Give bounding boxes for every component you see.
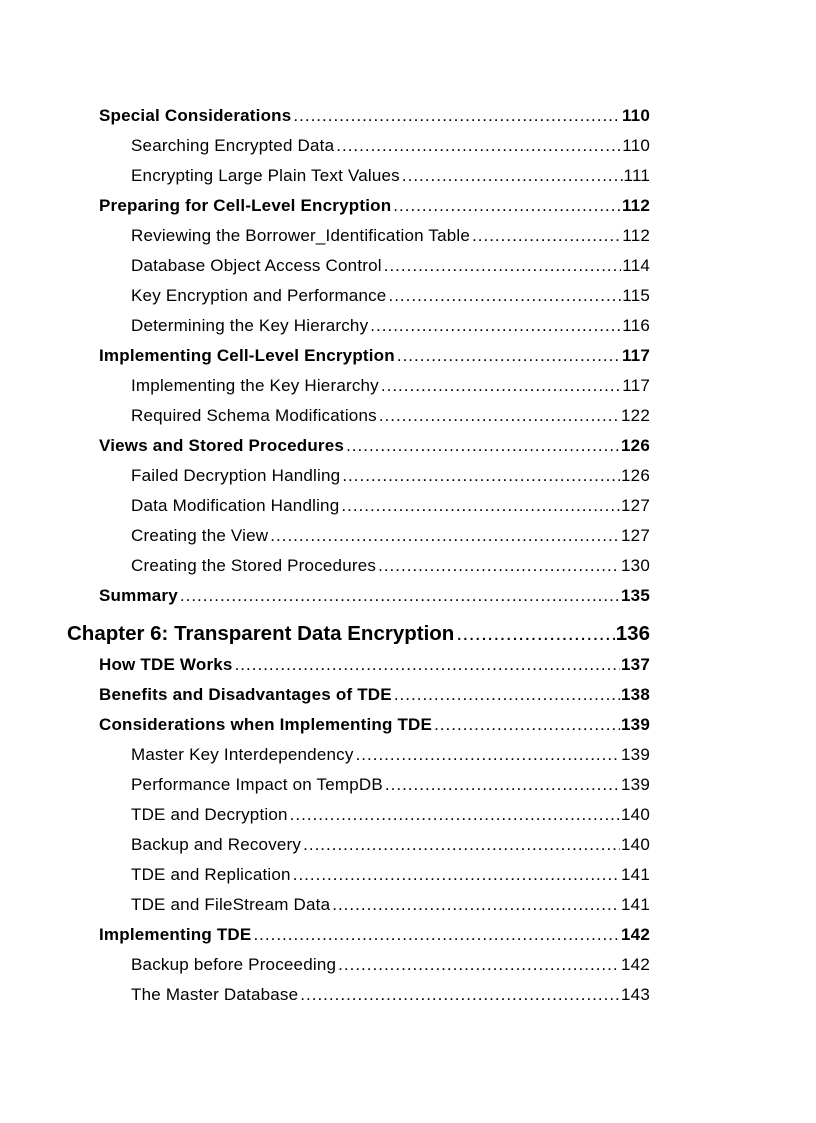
toc-entry-title: Failed Decryption Handling xyxy=(131,466,341,485)
toc-entry-title: Required Schema Modifications xyxy=(131,406,377,425)
toc-entry-title: Implementing TDE xyxy=(99,925,252,944)
toc-entry-page: 122 xyxy=(621,406,650,425)
toc-entry-title: How TDE Works xyxy=(99,655,233,674)
toc-entry-page: 140 xyxy=(621,805,650,824)
toc-entry-subsection[interactable] xyxy=(131,743,650,767)
toc-entry-page: 139 xyxy=(621,745,650,764)
toc-entry-page: 117 xyxy=(621,346,650,365)
toc-entry-title: Creating the Stored Procedures xyxy=(131,556,377,575)
toc-entry-subsection[interactable] xyxy=(131,953,650,977)
toc-entry-section[interactable] xyxy=(99,683,650,707)
dot-leader xyxy=(434,713,620,737)
toc-entry-page: 127 xyxy=(621,496,650,515)
toc-entry-section[interactable] xyxy=(99,104,650,128)
toc-entry-page: 116 xyxy=(622,316,650,335)
toc-entry-page: 141 xyxy=(621,895,650,914)
dot-leader xyxy=(370,314,621,338)
dot-leader xyxy=(381,374,621,398)
toc-entry-title: Data Modification Handling xyxy=(131,496,340,515)
toc-entry-page: 126 xyxy=(621,436,650,455)
dot-leader xyxy=(397,344,621,368)
toc-entry-title: Reviewing the Borrower_Identification Table xyxy=(131,226,471,245)
toc-entry-title: TDE and Decryption xyxy=(131,805,288,824)
toc-entry-page: 115 xyxy=(622,286,650,305)
dot-leader xyxy=(336,134,621,158)
dot-leader xyxy=(235,653,620,677)
toc-entry-section[interactable] xyxy=(99,584,650,608)
toc-entry-page: 112 xyxy=(622,226,650,245)
toc-entry-page: 117 xyxy=(622,376,650,395)
toc-entry-section[interactable] xyxy=(99,713,650,737)
dot-leader xyxy=(303,833,620,857)
toc-entry-subsection[interactable] xyxy=(131,284,650,308)
dot-leader xyxy=(356,743,620,767)
toc-entry-title: Considerations when Implementing TDE xyxy=(99,715,433,734)
toc-entry-subsection[interactable] xyxy=(131,803,650,827)
dot-leader xyxy=(393,194,621,218)
toc-entry-subsection[interactable] xyxy=(131,833,650,857)
toc-entry-title: Chapter 6: Transparent Data Encryption xyxy=(67,622,455,645)
toc-entry-subsection[interactable] xyxy=(131,374,650,398)
dot-leader xyxy=(402,164,623,188)
toc-entry-page: 143 xyxy=(621,985,650,1004)
toc-entry-page: 110 xyxy=(621,106,650,125)
dot-leader xyxy=(472,224,621,248)
toc-entry-subsection[interactable] xyxy=(131,893,650,917)
toc-entry-section[interactable] xyxy=(99,434,650,458)
toc-entry-title: Database Object Access Control xyxy=(131,256,382,275)
toc-entry-page: 114 xyxy=(622,256,650,275)
toc-entry-page: 127 xyxy=(621,526,650,545)
toc-entry-page: 142 xyxy=(621,925,650,944)
toc-entry-page: 126 xyxy=(621,466,650,485)
dot-leader xyxy=(290,803,620,827)
dot-leader xyxy=(293,863,620,887)
toc-entry-page: 135 xyxy=(621,586,650,605)
toc-entry-title: TDE and Replication xyxy=(131,865,291,884)
toc-entry-subsection[interactable] xyxy=(131,494,650,518)
toc-entry-subsection[interactable] xyxy=(131,983,650,1007)
toc-entry-subsection[interactable] xyxy=(131,314,650,338)
toc-entry-title: Encrypting Large Plain Text Values xyxy=(131,166,400,185)
dot-leader xyxy=(346,434,620,458)
toc-entry-page: 141 xyxy=(621,865,650,884)
toc-entry-section[interactable] xyxy=(99,923,650,947)
toc-entry-page: 112 xyxy=(621,196,650,215)
dot-leader xyxy=(341,494,620,518)
toc-entry-subsection[interactable] xyxy=(131,224,650,248)
toc-entry-title: Preparing for Cell-Level Encryption xyxy=(99,196,392,215)
toc-entry-title: Summary xyxy=(99,586,178,605)
dot-leader xyxy=(332,893,620,917)
toc-entry-subsection[interactable] xyxy=(131,554,650,578)
dot-leader xyxy=(378,554,620,578)
toc-entry-subsection[interactable] xyxy=(131,254,650,278)
dot-leader xyxy=(342,464,620,488)
toc-entry-page: 136 xyxy=(615,622,650,645)
toc-entry-page: 138 xyxy=(621,685,650,704)
toc-entry-title: Master Key Interdependency xyxy=(131,745,354,764)
dot-leader xyxy=(379,404,620,428)
dot-leader xyxy=(385,773,620,797)
toc-entry-subsection[interactable] xyxy=(131,524,650,548)
toc-entry-subsection[interactable] xyxy=(131,134,650,158)
toc-entry-section[interactable] xyxy=(99,653,650,677)
toc-entry-title: TDE and FileStream Data xyxy=(131,895,331,914)
dot-leader xyxy=(394,683,620,707)
toc-entry-title: Backup before Proceeding xyxy=(131,955,337,974)
toc-entry-title: Special Considerations xyxy=(99,106,292,125)
toc-entry-page: 139 xyxy=(621,715,650,734)
dot-leader xyxy=(270,524,620,548)
toc-entry-page: 110 xyxy=(622,136,650,155)
toc-entry-title: Views and Stored Procedures xyxy=(99,436,345,455)
toc-entry-page: 139 xyxy=(621,775,650,794)
toc-entry-title: Creating the View xyxy=(131,526,269,545)
toc-entry-section[interactable] xyxy=(99,194,650,218)
toc-entry-subsection[interactable] xyxy=(131,863,650,887)
toc-entry-subsection[interactable] xyxy=(131,464,650,488)
toc-entry-title: Searching Encrypted Data xyxy=(131,136,335,155)
toc-entry-chapter[interactable] xyxy=(67,619,650,649)
dot-leader xyxy=(338,953,620,977)
toc-entry-section[interactable] xyxy=(99,344,650,368)
toc-entry-subsection[interactable] xyxy=(131,164,650,188)
dot-leader xyxy=(456,619,614,649)
toc-entry-page: 142 xyxy=(621,955,650,974)
toc-entry-title: Performance Impact on TempDB xyxy=(131,775,383,794)
toc-entry-page: 130 xyxy=(621,556,650,575)
dot-leader xyxy=(293,104,621,128)
toc-entry-title: Benefits and Disadvantages of TDE xyxy=(99,685,392,704)
toc-entry-title: The Master Database xyxy=(131,985,299,1004)
toc-entry-title: Implementing Cell-Level Encryption xyxy=(99,346,395,365)
toc-entry-page: 140 xyxy=(621,835,650,854)
dot-leader xyxy=(253,923,620,947)
toc-entry-title: Implementing the Key Hierarchy xyxy=(131,376,379,395)
dot-leader xyxy=(388,284,621,308)
dot-leader xyxy=(384,254,622,278)
toc-entry-title: Determining the Key Hierarchy xyxy=(131,316,369,335)
toc-entry-page: 137 xyxy=(621,655,650,674)
toc-entry-title: Backup and Recovery xyxy=(131,835,302,854)
toc-entry-page: 111 xyxy=(623,166,650,185)
toc-entry-subsection[interactable] xyxy=(131,773,650,797)
dot-leader xyxy=(180,584,620,608)
dot-leader xyxy=(300,983,620,1007)
toc-entry-title: Key Encryption and Performance xyxy=(131,286,387,305)
toc-entry-subsection[interactable] xyxy=(131,404,650,428)
